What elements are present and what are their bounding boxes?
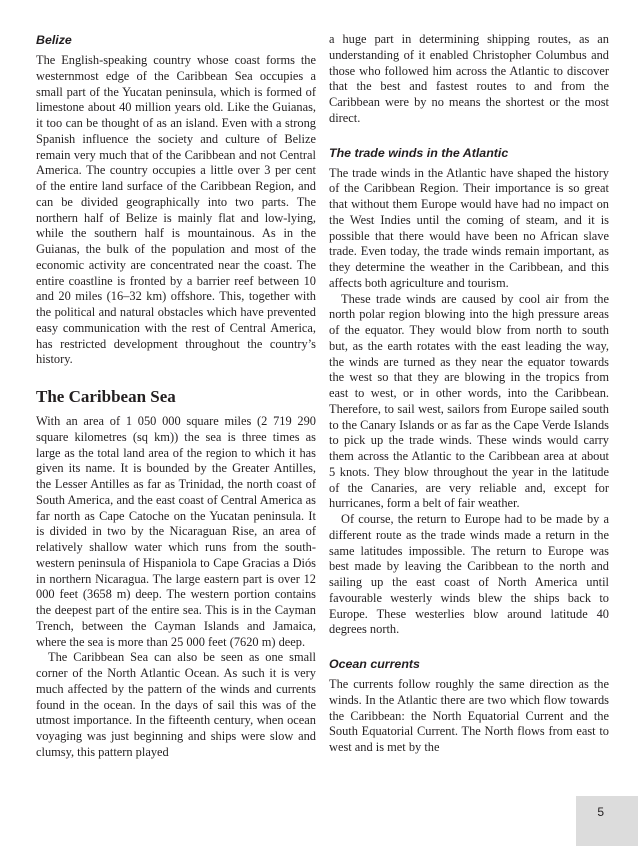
belize-paragraph: The English-speaking country whose coast forms the westernmost edge of the Caribbean Sea occupies a small part of the Yucatan peninsula, which is formed of limestone about 40 million years old. Like the Guianas, it too can be thought of as an island. Even with a strong Spanish influence the society and culture of Belize remain very much that of the Caribbean and not Central America. The country occupies a little over 3 per cent of the entire land surface of the Caribbean Region, and can be divided geographically into two parts. The northern half of Belize is mainly flat and low-lying, while the southern half is mountainous. As in the Guianas, the bulk of the population and most of the economic activity are concentrated near the coast. The entire coastline is fronted by a barrier reef between 10 and 20 miles (16–32 km) offshore. This, together with the political and natural obstacles which have prevented easy communication with the rest of Central America, has restricted development throughout the country’s history.	[36, 53, 316, 367]
page-number: 5	[597, 805, 604, 819]
belize-heading: Belize	[36, 33, 72, 47]
trade-winds-paragraph-1: The trade winds in the Atlantic have shaped the history of the Caribbean Region. Their importance is so great that without them Europe would have had no impact on the West Indies until the coming of steam, and it is possible that there would have been no African slave trade. Even today, the trade winds remain important, as they determine the weather in the Caribbean, and this affects both agriculture and tourism.	[329, 165, 609, 290]
caribbean-sea-heading: The Caribbean Sea	[36, 387, 176, 406]
ocean-currents-heading: Ocean currents	[329, 657, 420, 671]
ocean-currents-paragraph: The currents follow roughly the same direction as the winds. In the Atlantic there are two which flow towards the Caribbean: the North Equatorial Current and the South Equatorial Current. The North flows from east to west and is met by the	[329, 677, 609, 754]
caribbean-sea-paragraph-1: With an area of 1 050 000 square miles (2 719 290 square kilometres (sq km)) the sea is three times as large as the total land area of the region to which it has given its name. It is bounded by the Greater Antilles, the Lesser Antilles as far as Trinidad, the north coast of South America, and the east coast of Central America as far north as Cape Catoche on the Yucatan peninsula. It is divided in two by the Nicaraguan Rise, an area of relatively shallow water which runs from the south-western peninsula of Hispaniola to Cape Gracias a Diós in northern Nicaragua. The large eastern part is over 12 000 feet (3658 m) deep. The western portion contains the deepest part of the entire sea. This is in the Cayman Trench, between the Cayman Islands and Jamaica, where the sea is more than 25 000 feet (7620 m) deep.	[36, 414, 316, 649]
trade-winds-paragraph-3: Of course, the return to Europe had to be made by a different route as the trade winds made a return in the same latitudes impossible. The return to Europe was best made by leaving the Caribbean to the north and sailing up the east coast of North America until favourable westerly winds blew the ships back to Europe. These westerlies blow around latitude 40 degrees north.	[329, 512, 609, 637]
trade-winds-paragraph-2: These trade winds are caused by cool air from the north polar region blowing into the high pressure areas of the equator. They would blow from north to south but, as the earth rotates with the east leading the way, the winds are turned as they near the equator towards the west so that they are blowing in the tropics from east to west, or in other words, into the Caribbean. Therefore, to sail west, sailors from Europe sailed south to the Canary Islands or as far as the Cape Verde Islands to pick up the trade winds. These winds would carry them across the Atlantic to the Caribbean area at about 5 knots. They blow throughout the year in the latitude of the Canaries, are very reliable and, except for hurricanes, form a belt of fair weather.	[329, 291, 609, 511]
left-column	[36, 32, 316, 761]
continued-paragraph: a huge part in determining shipping routes, as an understanding of it enabled Christopher Columbus and those who followed him across the Atlantic to discover that the best and fastest routes to and from the Caribbean were by no means the shortest or the most direct.	[329, 32, 609, 125]
caribbean-sea-paragraph-2: The Caribbean Sea can also be seen as one small corner of the North Atlantic Ocean. As such it is very much affected by the pattern of the winds and currents found in the ocean. In the days of sail this was of the utmost importance. In the fifteenth century, when ocean voyaging was just beginning and ships were slow and clumsy, this pattern played	[36, 650, 316, 759]
right-column	[329, 32, 609, 756]
trade-winds-heading: The trade winds in the Atlantic	[329, 145, 509, 160]
page-number-box	[576, 796, 638, 846]
